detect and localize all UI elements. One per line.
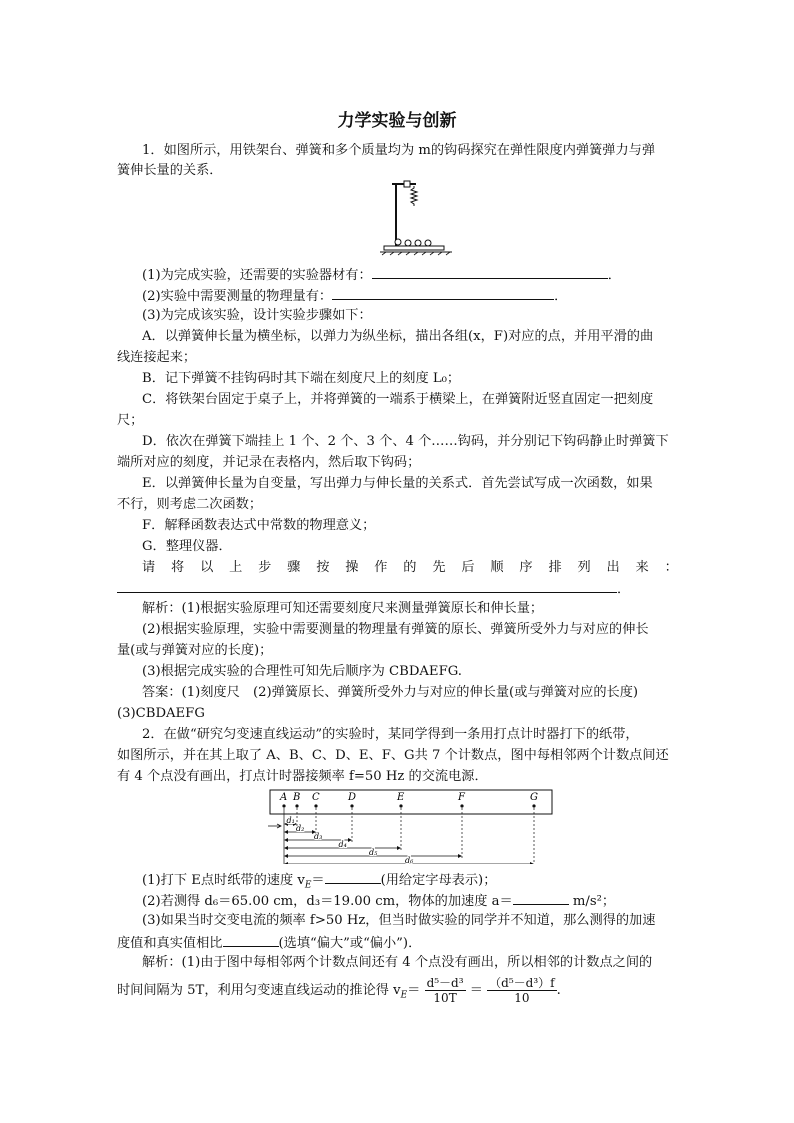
q1-analysis-2a: (2)根据实验原理，实验中需要测量的物理量有弹簧的原长、弹簧所受外力与对应的伸长 — [142, 622, 649, 637]
q2-part3-line2: 度值和真实值相比 (选填“偏大”或“偏小”)． — [117, 936, 422, 951]
q1-step-d-line1: D．依次在弹簧下端挂上 1 个、2 个、3 个、4 个……钩码，并分别记下钩码静止时弹簧下 — [142, 434, 669, 449]
point-dot-A — [282, 804, 285, 807]
q2-blank1[interactable] — [325, 871, 381, 884]
spring-apparatus-figure — [378, 178, 458, 258]
q2-stem-line2: 如图所示，并在其上取了 A、B、C、D、E、F、G共 7 个计数点，图中每相邻两个计数点间还 — [117, 748, 669, 763]
left-arrow-icon — [268, 824, 281, 828]
distance-label-1: d₁ — [286, 816, 295, 825]
point-label-E: E — [397, 792, 405, 803]
fraction-2: $\frac{\text{（d⁵－d³）f}}{10}$ — [489, 976, 555, 1005]
point-label-F: F — [458, 792, 465, 803]
q2-analysis-1: 解析：(1)由于图中每相邻两个计数点间还有 4 个点没有画出，所以相邻的计数点之间的 — [142, 955, 653, 970]
fraction-1: $\frac{\text{d⁵－d³}}{10T}$ — [426, 976, 464, 1005]
q1-step-a-line1: A．以弹簧伸长量为横坐标，以弹力为纵坐标，描出各组(x，F)对应的点，并用平滑的曲 — [142, 329, 654, 344]
q1-step-a-line2: 线连接起来； — [117, 350, 197, 365]
q1-order-answer: ． — [117, 580, 630, 598]
q1-part3: (3)为完成该实验，设计实验步骤如下： — [142, 308, 372, 323]
distance-label-3: d₃ — [314, 832, 323, 841]
q2-stem-line3: 有 4 个点没有画出，打点计时器接频率 f=50 Hz 的交流电源． — [117, 769, 488, 784]
q1-step-e-line2: 不行，则考虑二次函数； — [117, 497, 263, 512]
point-dot-G — [532, 804, 535, 807]
q1-step-d-line2: 端所对应的刻度，并记录在表格内，然后取下钩码； — [117, 455, 421, 470]
q1-step-c-line2: 尺； — [117, 413, 144, 428]
point-dot-D — [350, 804, 353, 807]
q1-step-e-line1: E．以弹簧伸长量为自变量，写出弹力与伸长量的关系式．首先尝试写成一次函数，如果 — [142, 476, 653, 491]
q1-step-f: F．解释函数表达式中常数的物理意义； — [142, 518, 376, 533]
q1-part1: (1)为完成实验，还需要的实验器材有： ． — [142, 268, 621, 283]
point-dot-E — [399, 804, 402, 807]
q2-part2: (2)若测得 d₆＝65.00 cm，d₃＝19.00 cm，物体的加速度 a＝ m/s²； — [142, 894, 616, 909]
q1-part2: (2)实验中需要测量的物理量有： ． — [142, 289, 568, 304]
point-label-D: D — [348, 792, 357, 803]
distance-label-2: d₂ — [296, 824, 305, 833]
q1-blank1[interactable] — [372, 266, 608, 279]
q2-part3-line1: (3)如果当时交变电流的频率 f>50 Hz，但当时做实验的同学并不知道，那么测得的加速 — [142, 913, 656, 928]
q1-order-prompt: 请 将 以 上 步 骤 按 操 作 的 先 后 顺 序 排 列 出 来 ： — [142, 560, 678, 575]
q1-analysis-3: (3)根据完成实验的合理性可知先后顺序为 CBDAEFG. — [142, 664, 462, 679]
q1-blank3[interactable] — [117, 580, 617, 593]
q2-blank2[interactable] — [513, 892, 569, 905]
q1-stem-line1: 1．如图所示，用铁架台、弹簧和多个质量均为 m的钩码探究在弹性限度内弹簧弹力与弹 — [142, 143, 656, 158]
point-dot-F — [460, 804, 463, 807]
point-label-B: B — [293, 792, 301, 803]
point-label-A: A — [280, 792, 288, 803]
point-dot-B — [295, 804, 298, 807]
q2-part1: (1)打下 E点时纸带的速度 $v_E=$ (用给定字母表示)； — [142, 873, 497, 891]
q1-blank2[interactable] — [332, 287, 554, 300]
distance-label-4: d₄ — [338, 840, 347, 849]
distance-label-5: d₅ — [369, 848, 378, 857]
point-label-G: G — [530, 792, 538, 803]
q1-analysis-1: 解析：(1)根据实验原理可知还需要刻度尺来测量弹簧原长和伸长量； — [142, 601, 544, 616]
q1-stem-line2: 簧伸长量的关系． — [117, 163, 223, 178]
point-dot-C — [314, 804, 317, 807]
q1-answer-line1: 答案：(1)刻度尺 (2)弹簧原长、弹簧所受外力与对应的伸长量(或与弹簧对应的长度) — [142, 685, 639, 700]
page-title: 力学实验与创新 — [337, 111, 457, 131]
q1-answer-line2: (3)CBDAEFG — [117, 706, 205, 721]
distance-label-6: d₆ — [405, 856, 414, 864]
q1-analysis-2b: 量(或与弹簧对应的长度)； — [117, 643, 273, 658]
q2-analysis-2: 时间间隔为 5T，利用匀变速直线运动的推论得 $v_E=$ $\frac{\text{d⁵－d³}}{10T}$ ＝ $\frac{\text{（d⁵－d³）f}}{10}$ . — [117, 976, 561, 1005]
q2-stem-line1: 2．在做“研究匀变速直线运动”的实验时，某同学得到一条用打点计时器打下的纸带， — [142, 727, 639, 742]
q1-step-g: G．整理仪器． — [142, 539, 232, 554]
tape-figure — [266, 788, 556, 864]
point-label-C: C — [312, 792, 320, 803]
q1-step-c-line1: C．将铁架台固定于桌子上，并将弹簧的一端系于横梁上，在弹簧附近竖直固定一把刻度 — [142, 392, 654, 407]
q2-blank3[interactable] — [223, 934, 279, 947]
q1-step-b: B．记下弹簧不挂钩码时其下端在刻度尺上的刻度 L₀； — [142, 371, 461, 386]
